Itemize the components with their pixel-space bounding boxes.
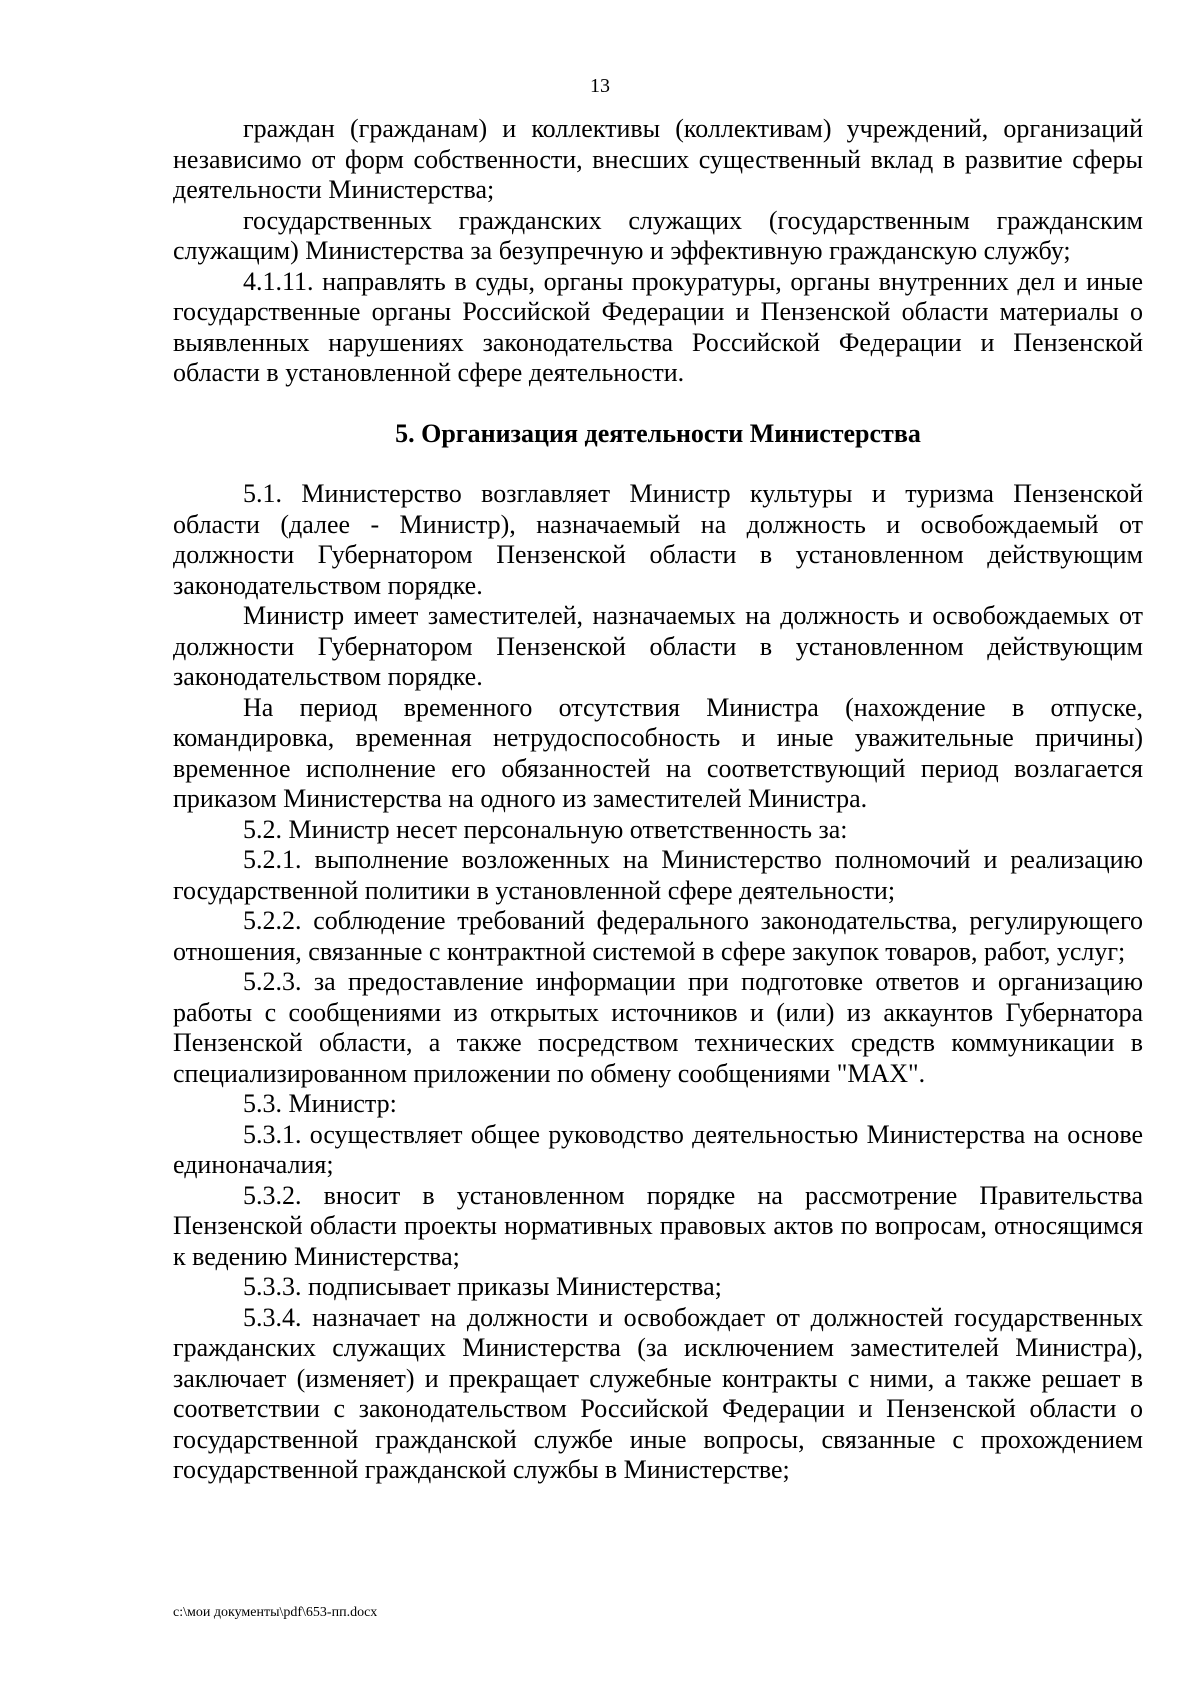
paragraph-5-3-1: 5.3.1. осуществляет общее руководство деятельностью Министерства на основе единоначалия; xyxy=(173,1119,1143,1179)
paragraph-5-2: 5.2. Министр несет персональную ответственность за: xyxy=(243,814,848,844)
paragraph-awards-citizens: граждан (гражданам) и коллективы (коллективам) учреждений, организаций независимо от форм собственности, внесших существенный вклад в развитие сферы деятельности Министерства; xyxy=(173,114,1143,204)
paragraph-5-3-2: 5.3.2. вносит в установленном порядке на рассмотрение Правительства Пензенской области проекты нормативных правовых актов по вопросам, относящимся к ведению Министерства; xyxy=(173,1180,1143,1271)
paragraph-5-3-3: 5.3.3. подписывает приказы Министерства; xyxy=(243,1272,722,1301)
paragraph-5-2-1: 5.2.1. выполнение возложенных на Министерство полномочий и реализацию государственной политики в установленной сфере деятельности; xyxy=(173,845,1143,905)
paragraph-4-1-11: 4.1.11. направлять в суды, органы прокуратуры, органы внутренних дел и иные государственные органы Российской Федерации и Пензенской области материалы о выявленных нарушениях законодательства Российской Федерации и Пензенской области в установленной сфере деятельности. xyxy=(173,266,1143,387)
paragraph-deputies: Министр имеет заместителей, назначаемых на должность и освобождаемых от должности Губернатором Пензенской области в установленном действующим законодательством порядке. xyxy=(173,601,1143,691)
paragraph-5-2-3: 5.2.3. за предоставление информации при подготовке ответов и организацию работы с сообщениями из открытых источников и (или) из аккаунтов Губернатора Пензенской области, а также посредством технических средств коммуникации в специализированном приложении по обмену сообщениями "MAX". xyxy=(173,967,1143,1088)
paragraph-5-1: 5.1. Министерство возглавляет Министр культуры и туризма Пензенской области (далее - Министр), назначаемый на должность и освобождаемый от должности Губернатором Пензенской области в установленном действующим законодательством порядке. xyxy=(173,479,1143,600)
paragraph-5-3: 5.3. Министр: xyxy=(243,1089,397,1118)
section-heading: 5. Организация деятельности Министерства xyxy=(395,418,921,448)
page-number: 13 xyxy=(590,75,610,97)
paragraph-5-2-2: 5.2.2. соблюдение требований федерального законодательства, регулирующего отношения, связанные с контрактной системой в сфере закупок товаров, работ, услуг; xyxy=(173,906,1143,966)
paragraph-temporary-absence: На период временного отсутствия Министра (нахождение в отпуске, командировка, временная нетрудоспособность и иные уважительные причины) временное исполнение его обязанностей на соответствующий период возлагается приказом Министерства на одного из заместителей Министра. xyxy=(173,692,1143,813)
document-body xyxy=(173,114,1143,1486)
paragraph-5-3-4: 5.3.4. назначает на должности и освобождает от должностей государственных гражданских служащих Министерства (за исключением заместителей Министра), заключает (изменяет) и прекращает служебные контракты с ними, а также решает в соответствии с законодательством Российской Федерации и Пензенской области о государственной гражданской службе иные вопросы, связанные с прохождением государственной гражданской службы в Министерстве; xyxy=(173,1302,1143,1484)
paragraph-awards-civil-servants: государственных гражданских служащих (государственным гражданским служащим) Министерства за безупречную и эффективную гражданскую службу; xyxy=(173,205,1143,265)
footer-file-path: c:\мои документы\pdf\653-пп.docx xyxy=(173,1605,378,1620)
